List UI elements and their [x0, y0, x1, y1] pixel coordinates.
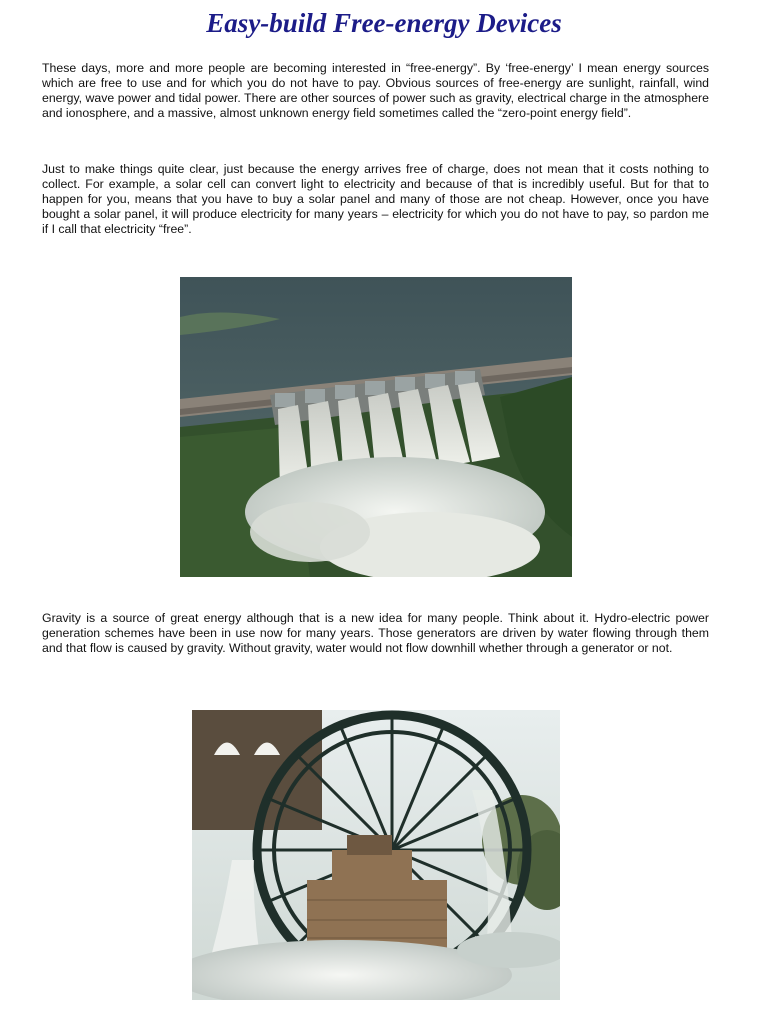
intro-paragraph: These days, more and more people are becoming interested in “free-energy”. By ‘free-energy’ I mean energy sources which are free to use and for which you do not have to pay. Obvious sources of free-energy are sunlight, rainfall, wind energy, wave power and tidal power. There are other sources of power such as gravity, electrical charge in the atmosphere and ionosphere, and a massive, almost unknown energy field sometimes called the “zero-point energy field”. [42, 61, 709, 120]
page-title: Easy-build Free-energy Devices [206, 8, 562, 38]
dam-spillway-photo [180, 277, 572, 577]
solar-cost-paragraph: Just to make things quite clear, just because the energy arrives free of charge, does not mean that it costs nothing to collect. For example, a solar cell can convert light to electricity and because of that is incredibly useful. But for that to happen for you, means that you have to buy a solar panel and many of those are not cheap. However, once you have bought a solar panel, it will produce electricity for many years – electricity for which you do not have to pay, so pardon me if I call that electricity “free”. [42, 162, 709, 236]
water-wheel-photo [192, 710, 560, 1000]
gravity-paragraph: Gravity is a source of great energy although that is a new idea for many people. Think about it. Hydro-electric power generation schemes have been in use now for many years. Those generators are driven by water flowing through them and that flow is caused by gravity. Without gravity, water would not flow downhill whether through a generator or not. [42, 611, 709, 655]
